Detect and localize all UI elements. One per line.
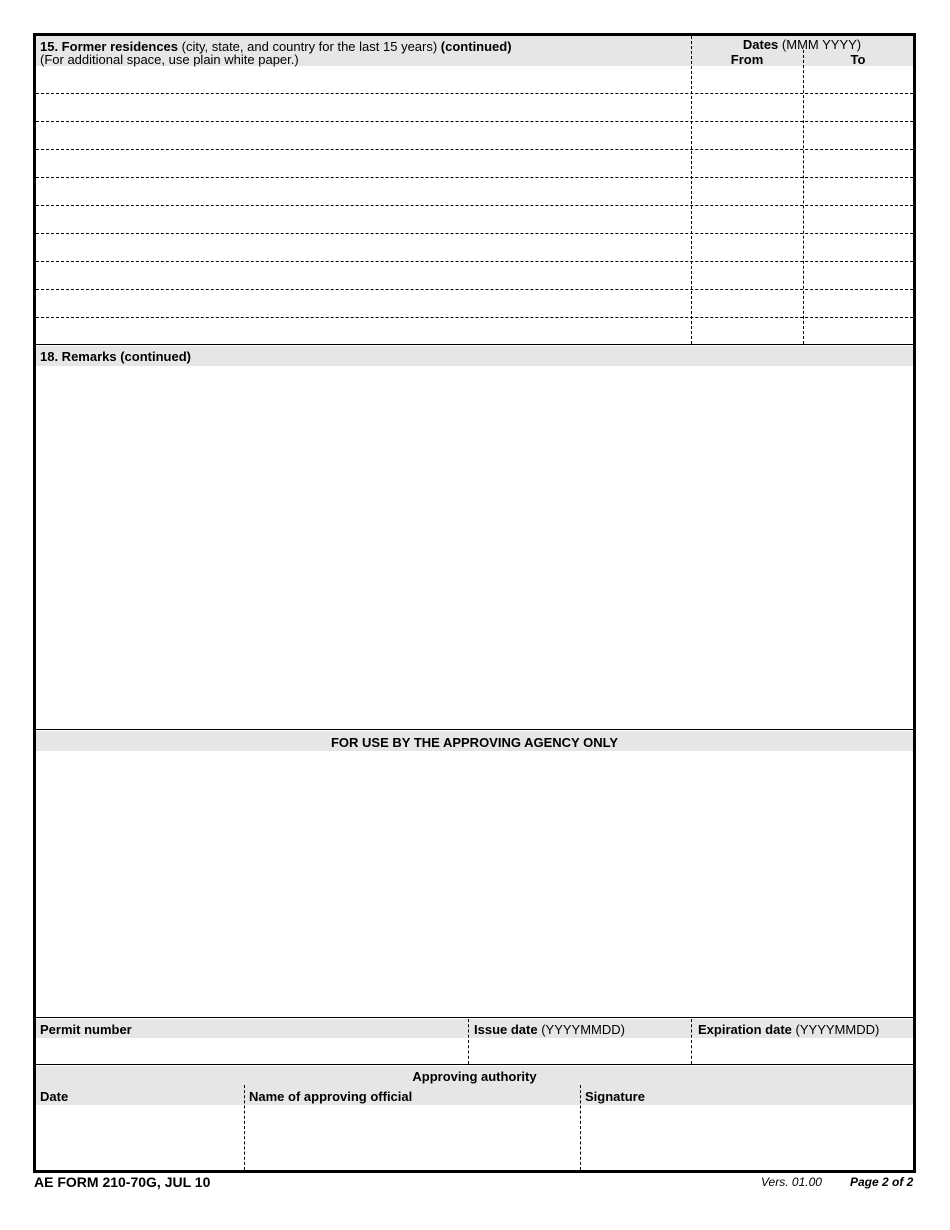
permit-number-label: Permit number bbox=[40, 1022, 132, 1037]
column-divider bbox=[691, 36, 692, 344]
issue-date-label-bold: Issue date bbox=[474, 1022, 538, 1037]
date-from-input[interactable] bbox=[694, 290, 801, 316]
column-divider bbox=[803, 50, 804, 344]
date-to-input[interactable] bbox=[806, 318, 911, 344]
section15-sublabel: (For additional space, use plain white paper.) bbox=[40, 52, 299, 67]
expiration-date-label bbox=[698, 1023, 879, 1036]
row-divider bbox=[36, 317, 913, 318]
section-divider bbox=[36, 1017, 913, 1018]
approving-authority-heading: Approving authority bbox=[412, 1069, 537, 1084]
form-version: Vers. 01.00 bbox=[761, 1175, 822, 1189]
column-divider bbox=[580, 1085, 581, 1170]
date-from-input[interactable] bbox=[694, 206, 801, 232]
residence-input[interactable] bbox=[38, 94, 688, 120]
date-from-input[interactable] bbox=[694, 318, 801, 344]
date-to-input[interactable] bbox=[806, 290, 911, 316]
approving-official-input[interactable] bbox=[246, 1106, 579, 1169]
column-divider bbox=[468, 1019, 469, 1064]
column-divider bbox=[691, 1019, 692, 1064]
dates-from-label: From bbox=[730, 52, 764, 67]
agency-blank-area bbox=[36, 751, 913, 1017]
expiration-date-input[interactable] bbox=[693, 1039, 913, 1063]
expiration-date-label-bold: Expiration date bbox=[698, 1022, 792, 1037]
row-divider bbox=[36, 149, 913, 150]
row-divider bbox=[36, 177, 913, 178]
row-divider bbox=[36, 261, 913, 262]
issue-date-label bbox=[474, 1023, 625, 1036]
section-divider bbox=[36, 344, 913, 345]
residence-input[interactable] bbox=[38, 262, 688, 288]
date-to-input[interactable] bbox=[806, 262, 911, 288]
permit-number-input[interactable] bbox=[36, 1039, 468, 1063]
date-to-input[interactable] bbox=[806, 122, 911, 148]
approval-date-input[interactable] bbox=[36, 1106, 243, 1169]
dates-label-normal: (MMM YYYY) bbox=[778, 37, 862, 52]
date-from-input[interactable] bbox=[694, 66, 801, 92]
residence-input[interactable] bbox=[38, 122, 688, 148]
date-from-input[interactable] bbox=[694, 262, 801, 288]
page-number: Page 2 of 2 bbox=[850, 1175, 914, 1189]
row-divider bbox=[36, 93, 913, 94]
date-to-input[interactable] bbox=[806, 234, 911, 260]
date-to-input[interactable] bbox=[806, 94, 911, 120]
section-divider bbox=[36, 1064, 913, 1065]
residence-input[interactable] bbox=[38, 318, 688, 344]
section15-label-continued: (continued) bbox=[440, 39, 512, 54]
date-to-input[interactable] bbox=[806, 150, 911, 176]
dates-to-label: To bbox=[850, 52, 866, 67]
signature-field[interactable] bbox=[582, 1106, 913, 1169]
date-to-input[interactable] bbox=[806, 178, 911, 204]
issue-date-input[interactable] bbox=[470, 1039, 690, 1063]
section18-title: 18. Remarks (continued) bbox=[40, 349, 191, 364]
form-page bbox=[33, 33, 916, 1173]
residence-input[interactable] bbox=[38, 290, 688, 316]
approving-official-label: Name of approving official bbox=[249, 1089, 413, 1104]
date-from-input[interactable] bbox=[694, 122, 801, 148]
residence-input[interactable] bbox=[38, 178, 688, 204]
dates-label-bold: Dates bbox=[742, 37, 779, 52]
residence-input[interactable] bbox=[38, 234, 688, 260]
residence-input[interactable] bbox=[38, 150, 688, 176]
approval-date-label: Date bbox=[40, 1089, 69, 1104]
section15-label-bold: 15. Former residences bbox=[40, 39, 179, 54]
date-from-input[interactable] bbox=[694, 178, 801, 204]
expiration-date-label-format: (YYYYMMDD) bbox=[791, 1022, 880, 1037]
section-divider bbox=[36, 729, 913, 730]
dates-heading bbox=[691, 38, 913, 51]
row-divider bbox=[36, 205, 913, 206]
residence-input[interactable] bbox=[38, 66, 688, 92]
row-divider bbox=[36, 233, 913, 234]
date-from-input[interactable] bbox=[694, 234, 801, 260]
section15-label-normal: (city, state, and country for the last 15 years) bbox=[178, 39, 441, 54]
remarks-textarea[interactable] bbox=[36, 366, 913, 728]
issue-date-label-format: (YYYYMMDD) bbox=[537, 1022, 625, 1037]
residence-input[interactable] bbox=[38, 206, 688, 232]
row-divider bbox=[36, 121, 913, 122]
date-from-input[interactable] bbox=[694, 94, 801, 120]
date-to-input[interactable] bbox=[806, 66, 911, 92]
row-divider bbox=[36, 289, 913, 290]
signature-label: Signature bbox=[585, 1089, 645, 1104]
column-divider bbox=[244, 1085, 245, 1170]
date-to-input[interactable] bbox=[806, 206, 911, 232]
agency-heading: FOR USE BY THE APPROVING AGENCY ONLY bbox=[330, 735, 618, 750]
date-from-input[interactable] bbox=[694, 150, 801, 176]
form-identifier: AE FORM 210-70G, JUL 10 bbox=[34, 1174, 211, 1190]
